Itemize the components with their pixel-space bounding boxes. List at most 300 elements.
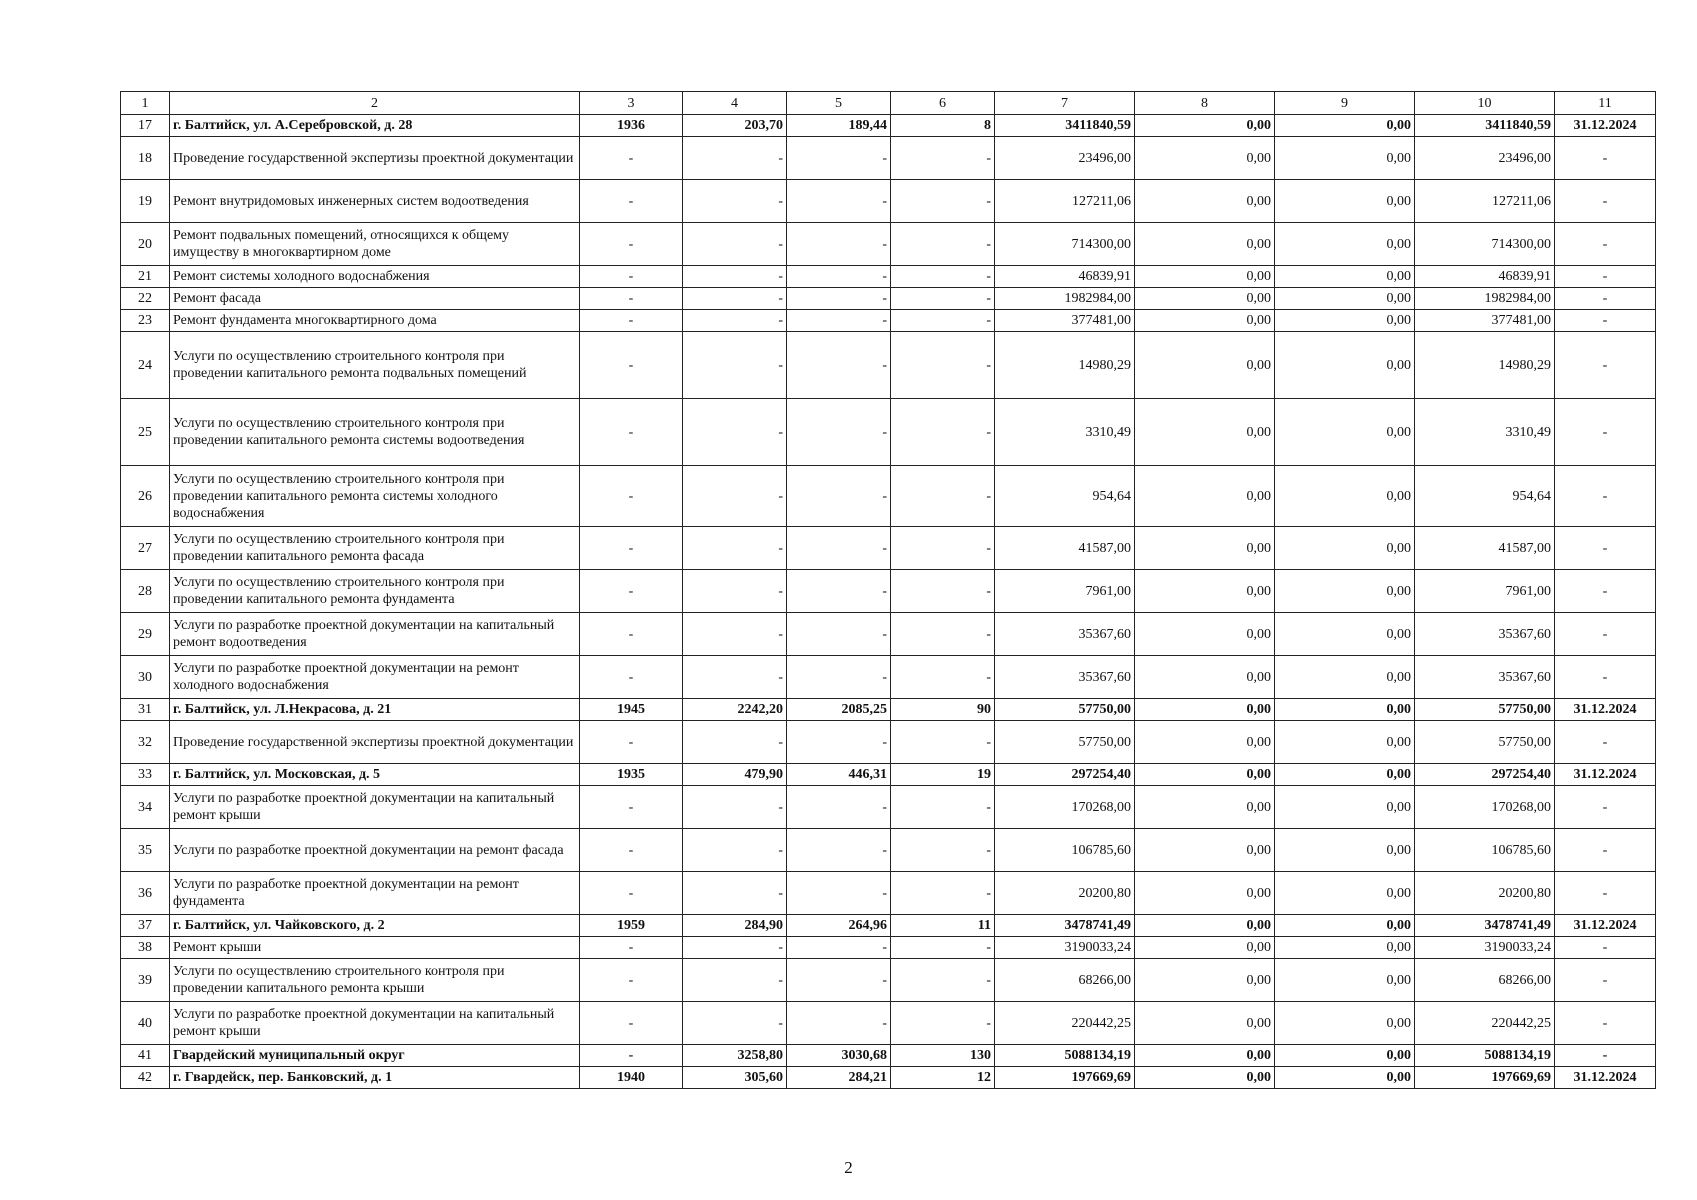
col-header-7: 7 — [995, 92, 1135, 115]
total-cost-cell: 57750,00 — [995, 721, 1135, 764]
total-area-cell: - — [683, 721, 787, 764]
living-area-cell: - — [787, 1002, 891, 1045]
row-number-cell: 30 — [121, 656, 170, 699]
cost-col-8-cell: 0,00 — [1135, 310, 1275, 332]
col-header-2: 2 — [170, 92, 580, 115]
work-name-cell: Услуги по разработке проектной документации на ремонт холодного водоснабжения — [170, 656, 580, 699]
row-number-cell: 25 — [121, 399, 170, 466]
year-built-cell: - — [580, 527, 683, 570]
address-row — [121, 115, 1656, 137]
row-number-cell: 41 — [121, 1045, 170, 1067]
living-area-cell: - — [787, 786, 891, 829]
living-area-cell: - — [787, 721, 891, 764]
total-cost-cell: 3310,49 — [995, 399, 1135, 466]
cost-col-10-cell: 14980,29 — [1415, 332, 1555, 399]
cost-col-8-cell: 0,00 — [1135, 1067, 1275, 1089]
cost-col-10-cell: 3411840,59 — [1415, 115, 1555, 137]
cost-col-9-cell: 0,00 — [1275, 310, 1415, 332]
work-row — [121, 137, 1656, 180]
row-number-cell: 24 — [121, 332, 170, 399]
cost-col-10-cell: 41587,00 — [1415, 527, 1555, 570]
cost-col-10-cell: 377481,00 — [1415, 310, 1555, 332]
year-built-cell: - — [580, 466, 683, 527]
row-number-cell: 32 — [121, 721, 170, 764]
residents-cell: 19 — [891, 764, 995, 786]
row-number-cell: 37 — [121, 915, 170, 937]
work-row — [121, 959, 1656, 1002]
cost-col-8-cell: 0,00 — [1135, 699, 1275, 721]
cost-col-10-cell: 5088134,19 — [1415, 1045, 1555, 1067]
total-cost-cell: 46839,91 — [995, 266, 1135, 288]
year-built-cell: - — [580, 399, 683, 466]
year-built-cell: - — [580, 937, 683, 959]
deadline-cell: 31.12.2024 — [1555, 915, 1656, 937]
living-area-cell: - — [787, 332, 891, 399]
total-area-cell: - — [683, 1002, 787, 1045]
cost-col-8-cell: 0,00 — [1135, 399, 1275, 466]
col-header-11: 11 — [1555, 92, 1656, 115]
row-number-cell: 21 — [121, 266, 170, 288]
total-area-cell: - — [683, 223, 787, 266]
cost-col-8-cell: 0,00 — [1135, 613, 1275, 656]
column-number-row — [121, 92, 1656, 115]
cost-col-10-cell: 57750,00 — [1415, 699, 1555, 721]
deadline-cell: - — [1555, 288, 1656, 310]
living-area-cell: 284,21 — [787, 1067, 891, 1089]
year-built-cell: - — [580, 332, 683, 399]
cost-col-10-cell: 46839,91 — [1415, 266, 1555, 288]
work-name-cell: Услуги по осуществлению строительного контроля при проведении капитального ремонта подвальных помещений — [170, 332, 580, 399]
year-built-cell: - — [580, 721, 683, 764]
col-header-6: 6 — [891, 92, 995, 115]
total-cost-cell: 3190033,24 — [995, 937, 1135, 959]
cost-col-8-cell: 0,00 — [1135, 656, 1275, 699]
cost-col-8-cell: 0,00 — [1135, 570, 1275, 613]
deadline-cell: - — [1555, 613, 1656, 656]
row-number-cell: 34 — [121, 786, 170, 829]
col-header-3: 3 — [580, 92, 683, 115]
living-area-cell: - — [787, 937, 891, 959]
total-area-cell: - — [683, 872, 787, 915]
cost-col-8-cell: 0,00 — [1135, 1002, 1275, 1045]
cost-col-9-cell: 0,00 — [1275, 332, 1415, 399]
address-row — [121, 1067, 1656, 1089]
work-row — [121, 1002, 1656, 1045]
total-area-cell: - — [683, 399, 787, 466]
living-area-cell: - — [787, 570, 891, 613]
deadline-cell: - — [1555, 310, 1656, 332]
residents-cell: - — [891, 527, 995, 570]
living-area-cell: - — [787, 959, 891, 1002]
cost-col-9-cell: 0,00 — [1275, 656, 1415, 699]
cost-col-10-cell: 35367,60 — [1415, 656, 1555, 699]
total-area-cell: - — [683, 527, 787, 570]
work-row — [121, 570, 1656, 613]
deadline-cell: - — [1555, 527, 1656, 570]
total-area-cell: - — [683, 466, 787, 527]
cost-col-10-cell: 714300,00 — [1415, 223, 1555, 266]
year-built-cell: 1936 — [580, 115, 683, 137]
residents-cell: - — [891, 959, 995, 1002]
residents-cell: - — [891, 266, 995, 288]
year-built-cell: - — [580, 223, 683, 266]
total-area-cell: - — [683, 786, 787, 829]
work-name-cell: г. Балтийск, ул. А.Серебровской, д. 28 — [170, 115, 580, 137]
work-name-cell: Ремонт крыши — [170, 937, 580, 959]
cost-col-8-cell: 0,00 — [1135, 288, 1275, 310]
residents-cell: - — [891, 180, 995, 223]
living-area-cell: - — [787, 613, 891, 656]
deadline-cell: - — [1555, 332, 1656, 399]
total-area-cell: - — [683, 288, 787, 310]
cost-col-9-cell: 0,00 — [1275, 466, 1415, 527]
year-built-cell: 1959 — [580, 915, 683, 937]
work-name-cell: Услуги по разработке проектной документации на ремонт фундамента — [170, 872, 580, 915]
deadline-cell: 31.12.2024 — [1555, 764, 1656, 786]
row-number-cell: 20 — [121, 223, 170, 266]
page-number: 2 — [844, 1158, 853, 1177]
residents-cell: 12 — [891, 1067, 995, 1089]
residents-cell: - — [891, 466, 995, 527]
work-name-cell: Услуги по осуществлению строительного контроля при проведении капитального ремонта фасада — [170, 527, 580, 570]
row-number-cell: 27 — [121, 527, 170, 570]
row-number-cell: 36 — [121, 872, 170, 915]
work-row — [121, 466, 1656, 527]
total-area-cell: 3258,80 — [683, 1045, 787, 1067]
work-name-cell: Услуги по разработке проектной документации на капитальный ремонт крыши — [170, 786, 580, 829]
deadline-cell: - — [1555, 266, 1656, 288]
cost-col-9-cell: 0,00 — [1275, 180, 1415, 223]
deadline-cell: 31.12.2024 — [1555, 699, 1656, 721]
residents-cell: - — [891, 786, 995, 829]
cost-col-8-cell: 0,00 — [1135, 872, 1275, 915]
col-header-1: 1 — [121, 92, 170, 115]
year-built-cell: - — [580, 288, 683, 310]
year-built-cell: - — [580, 570, 683, 613]
total-area-cell: - — [683, 829, 787, 872]
col-header-4: 4 — [683, 92, 787, 115]
deadline-cell: - — [1555, 937, 1656, 959]
row-number-cell: 40 — [121, 1002, 170, 1045]
cost-col-8-cell: 0,00 — [1135, 137, 1275, 180]
deadline-cell: - — [1555, 1002, 1656, 1045]
work-name-cell: Услуги по осуществлению строительного контроля при проведении капитального ремонта крыши — [170, 959, 580, 1002]
cost-col-10-cell: 220442,25 — [1415, 1002, 1555, 1045]
cost-col-9-cell: 0,00 — [1275, 699, 1415, 721]
living-area-cell: - — [787, 137, 891, 180]
cost-col-8-cell: 0,00 — [1135, 266, 1275, 288]
total-cost-cell: 197669,69 — [995, 1067, 1135, 1089]
cost-col-8-cell: 0,00 — [1135, 223, 1275, 266]
row-number-cell: 26 — [121, 466, 170, 527]
residents-cell: - — [891, 570, 995, 613]
living-area-cell: - — [787, 180, 891, 223]
year-built-cell: 1945 — [580, 699, 683, 721]
work-name-cell: Ремонт внутридомовых инженерных систем водоотведения — [170, 180, 580, 223]
cost-col-10-cell: 297254,40 — [1415, 764, 1555, 786]
work-name-cell: Услуги по осуществлению строительного контроля при проведении капитального ремонта системы холодного водоснабжения — [170, 466, 580, 527]
deadline-cell: - — [1555, 872, 1656, 915]
living-area-cell: - — [787, 310, 891, 332]
cost-col-9-cell: 0,00 — [1275, 1045, 1415, 1067]
living-area-cell: - — [787, 466, 891, 527]
year-built-cell: - — [580, 137, 683, 180]
deadline-cell: - — [1555, 466, 1656, 527]
cost-col-9-cell: 0,00 — [1275, 570, 1415, 613]
total-area-cell: 2242,20 — [683, 699, 787, 721]
cost-col-9-cell: 0,00 — [1275, 829, 1415, 872]
residents-cell: - — [891, 829, 995, 872]
cost-col-8-cell: 0,00 — [1135, 332, 1275, 399]
work-name-cell: Услуги по разработке проектной документации на ремонт фасада — [170, 829, 580, 872]
cost-col-10-cell: 3478741,49 — [1415, 915, 1555, 937]
residents-cell: - — [891, 399, 995, 466]
row-number-cell: 29 — [121, 613, 170, 656]
row-number-cell: 23 — [121, 310, 170, 332]
work-name-cell: Услуги по осуществлению строительного контроля при проведении капитального ремонта фундамента — [170, 570, 580, 613]
cost-col-10-cell: 20200,80 — [1415, 872, 1555, 915]
cost-col-10-cell: 954,64 — [1415, 466, 1555, 527]
cost-col-8-cell: 0,00 — [1135, 786, 1275, 829]
work-name-cell: г. Балтийск, ул. Чайковского, д. 2 — [170, 915, 580, 937]
address-row — [121, 699, 1656, 721]
total-area-cell: - — [683, 613, 787, 656]
row-number-cell: 38 — [121, 937, 170, 959]
year-built-cell: - — [580, 1002, 683, 1045]
cost-col-9-cell: 0,00 — [1275, 137, 1415, 180]
year-built-cell: 1935 — [580, 764, 683, 786]
col-header-9: 9 — [1275, 92, 1415, 115]
row-number-cell: 35 — [121, 829, 170, 872]
work-row — [121, 180, 1656, 223]
work-name-cell: г. Балтийск, ул. Л.Некрасова, д. 21 — [170, 699, 580, 721]
year-built-cell: - — [580, 266, 683, 288]
residents-cell: 130 — [891, 1045, 995, 1067]
year-built-cell: 1940 — [580, 1067, 683, 1089]
work-row — [121, 310, 1656, 332]
cost-col-8-cell: 0,00 — [1135, 180, 1275, 223]
cost-col-8-cell: 0,00 — [1135, 527, 1275, 570]
cost-col-9-cell: 0,00 — [1275, 399, 1415, 466]
residents-cell: - — [891, 137, 995, 180]
cost-col-10-cell: 35367,60 — [1415, 613, 1555, 656]
total-cost-cell: 1982984,00 — [995, 288, 1135, 310]
total-cost-cell: 20200,80 — [995, 872, 1135, 915]
row-number-cell: 33 — [121, 764, 170, 786]
living-area-cell: - — [787, 266, 891, 288]
work-name-cell: Проведение государственной экспертизы проектной документации — [170, 721, 580, 764]
residents-cell: - — [891, 288, 995, 310]
cost-col-10-cell: 7961,00 — [1415, 570, 1555, 613]
work-row — [121, 937, 1656, 959]
cost-col-9-cell: 0,00 — [1275, 937, 1415, 959]
cost-col-9-cell: 0,00 — [1275, 915, 1415, 937]
deadline-cell: - — [1555, 1045, 1656, 1067]
total-area-cell: 203,70 — [683, 115, 787, 137]
work-name-cell: Проведение государственной экспертизы проектной документации — [170, 137, 580, 180]
residents-cell: 90 — [891, 699, 995, 721]
deadline-cell: 31.12.2024 — [1555, 115, 1656, 137]
work-row — [121, 829, 1656, 872]
deadline-cell: - — [1555, 721, 1656, 764]
total-cost-cell: 127211,06 — [995, 180, 1135, 223]
total-area-cell: - — [683, 137, 787, 180]
work-row — [121, 613, 1656, 656]
work-name-cell: Услуги по осуществлению строительного контроля при проведении капитального ремонта системы водоотведения — [170, 399, 580, 466]
living-area-cell: - — [787, 872, 891, 915]
total-cost-cell: 297254,40 — [995, 764, 1135, 786]
address-row — [121, 1045, 1656, 1067]
cost-col-8-cell: 0,00 — [1135, 959, 1275, 1002]
year-built-cell: - — [580, 180, 683, 223]
cost-col-10-cell: 127211,06 — [1415, 180, 1555, 223]
living-area-cell: 446,31 — [787, 764, 891, 786]
row-number-cell: 19 — [121, 180, 170, 223]
total-cost-cell: 57750,00 — [995, 699, 1135, 721]
total-cost-cell: 954,64 — [995, 466, 1135, 527]
residents-cell: - — [891, 872, 995, 915]
cost-col-8-cell: 0,00 — [1135, 829, 1275, 872]
residents-cell: - — [891, 613, 995, 656]
cost-col-8-cell: 0,00 — [1135, 915, 1275, 937]
capital-repair-table — [120, 91, 1656, 1089]
total-area-cell: - — [683, 180, 787, 223]
year-built-cell: - — [580, 1045, 683, 1067]
cost-col-9-cell: 0,00 — [1275, 721, 1415, 764]
total-area-cell: - — [683, 656, 787, 699]
living-area-cell: 3030,68 — [787, 1045, 891, 1067]
year-built-cell: - — [580, 786, 683, 829]
total-cost-cell: 41587,00 — [995, 527, 1135, 570]
row-number-cell: 31 — [121, 699, 170, 721]
total-area-cell: 305,60 — [683, 1067, 787, 1089]
total-area-cell: - — [683, 332, 787, 399]
year-built-cell: - — [580, 613, 683, 656]
cost-col-8-cell: 0,00 — [1135, 466, 1275, 527]
cost-col-10-cell: 57750,00 — [1415, 721, 1555, 764]
work-name-cell: Услуги по разработке проектной документации на капитальный ремонт крыши — [170, 1002, 580, 1045]
deadline-cell: - — [1555, 223, 1656, 266]
work-row — [121, 288, 1656, 310]
residents-cell: 11 — [891, 915, 995, 937]
total-cost-cell: 3478741,49 — [995, 915, 1135, 937]
row-number-cell: 42 — [121, 1067, 170, 1089]
work-name-cell: Гвардейский муниципальный округ — [170, 1045, 580, 1067]
col-header-10: 10 — [1415, 92, 1555, 115]
cost-col-9-cell: 0,00 — [1275, 764, 1415, 786]
cost-col-9-cell: 0,00 — [1275, 223, 1415, 266]
cost-col-9-cell: 0,00 — [1275, 115, 1415, 137]
row-number-cell: 17 — [121, 115, 170, 137]
row-number-cell: 18 — [121, 137, 170, 180]
work-name-cell: Ремонт системы холодного водоснабжения — [170, 266, 580, 288]
row-number-cell: 28 — [121, 570, 170, 613]
work-name-cell: г. Гвардейск, пер. Банковский, д. 1 — [170, 1067, 580, 1089]
deadline-cell: - — [1555, 570, 1656, 613]
year-built-cell: - — [580, 959, 683, 1002]
cost-col-8-cell: 0,00 — [1135, 115, 1275, 137]
living-area-cell: - — [787, 399, 891, 466]
residents-cell: 8 — [891, 115, 995, 137]
living-area-cell: 264,96 — [787, 915, 891, 937]
residents-cell: - — [891, 332, 995, 399]
work-row — [121, 721, 1656, 764]
work-row — [121, 266, 1656, 288]
cost-col-10-cell: 3190033,24 — [1415, 937, 1555, 959]
total-cost-cell: 714300,00 — [995, 223, 1135, 266]
total-area-cell: 479,90 — [683, 764, 787, 786]
deadline-cell: - — [1555, 829, 1656, 872]
deadline-cell: - — [1555, 656, 1656, 699]
year-built-cell: - — [580, 656, 683, 699]
address-row — [121, 915, 1656, 937]
cost-col-10-cell: 170268,00 — [1415, 786, 1555, 829]
living-area-cell: - — [787, 829, 891, 872]
deadline-cell: - — [1555, 137, 1656, 180]
residents-cell: - — [891, 223, 995, 266]
deadline-cell: - — [1555, 180, 1656, 223]
work-row — [121, 223, 1656, 266]
residents-cell: - — [891, 656, 995, 699]
work-row — [121, 527, 1656, 570]
residents-cell: - — [891, 721, 995, 764]
deadline-cell: - — [1555, 399, 1656, 466]
cost-col-9-cell: 0,00 — [1275, 613, 1415, 656]
total-area-cell: 284,90 — [683, 915, 787, 937]
deadline-cell: 31.12.2024 — [1555, 1067, 1656, 1089]
cost-col-8-cell: 0,00 — [1135, 764, 1275, 786]
living-area-cell: - — [787, 656, 891, 699]
cost-col-8-cell: 0,00 — [1135, 937, 1275, 959]
total-cost-cell: 5088134,19 — [995, 1045, 1135, 1067]
living-area-cell: 2085,25 — [787, 699, 891, 721]
cost-col-10-cell: 3310,49 — [1415, 399, 1555, 466]
total-cost-cell: 220442,25 — [995, 1002, 1135, 1045]
work-name-cell: Услуги по разработке проектной документации на капитальный ремонт водоотведения — [170, 613, 580, 656]
work-name-cell: Ремонт фасада — [170, 288, 580, 310]
row-number-cell: 22 — [121, 288, 170, 310]
living-area-cell: 189,44 — [787, 115, 891, 137]
work-row — [121, 332, 1656, 399]
cost-col-9-cell: 0,00 — [1275, 872, 1415, 915]
cost-col-9-cell: 0,00 — [1275, 266, 1415, 288]
cost-col-9-cell: 0,00 — [1275, 527, 1415, 570]
work-row — [121, 399, 1656, 466]
year-built-cell: - — [580, 310, 683, 332]
year-built-cell: - — [580, 872, 683, 915]
total-area-cell: - — [683, 959, 787, 1002]
work-row — [121, 786, 1656, 829]
cost-col-8-cell: 0,00 — [1135, 1045, 1275, 1067]
cost-col-10-cell: 1982984,00 — [1415, 288, 1555, 310]
total-area-cell: - — [683, 266, 787, 288]
total-cost-cell: 106785,60 — [995, 829, 1135, 872]
total-cost-cell: 35367,60 — [995, 656, 1135, 699]
cost-col-10-cell: 197669,69 — [1415, 1067, 1555, 1089]
work-row — [121, 872, 1656, 915]
living-area-cell: - — [787, 223, 891, 266]
year-built-cell: - — [580, 829, 683, 872]
total-cost-cell: 377481,00 — [995, 310, 1135, 332]
work-row — [121, 656, 1656, 699]
cost-col-10-cell: 106785,60 — [1415, 829, 1555, 872]
living-area-cell: - — [787, 288, 891, 310]
residents-cell: - — [891, 937, 995, 959]
total-area-cell: - — [683, 937, 787, 959]
cost-col-9-cell: 0,00 — [1275, 959, 1415, 1002]
cost-col-9-cell: 0,00 — [1275, 1002, 1415, 1045]
cost-col-9-cell: 0,00 — [1275, 288, 1415, 310]
